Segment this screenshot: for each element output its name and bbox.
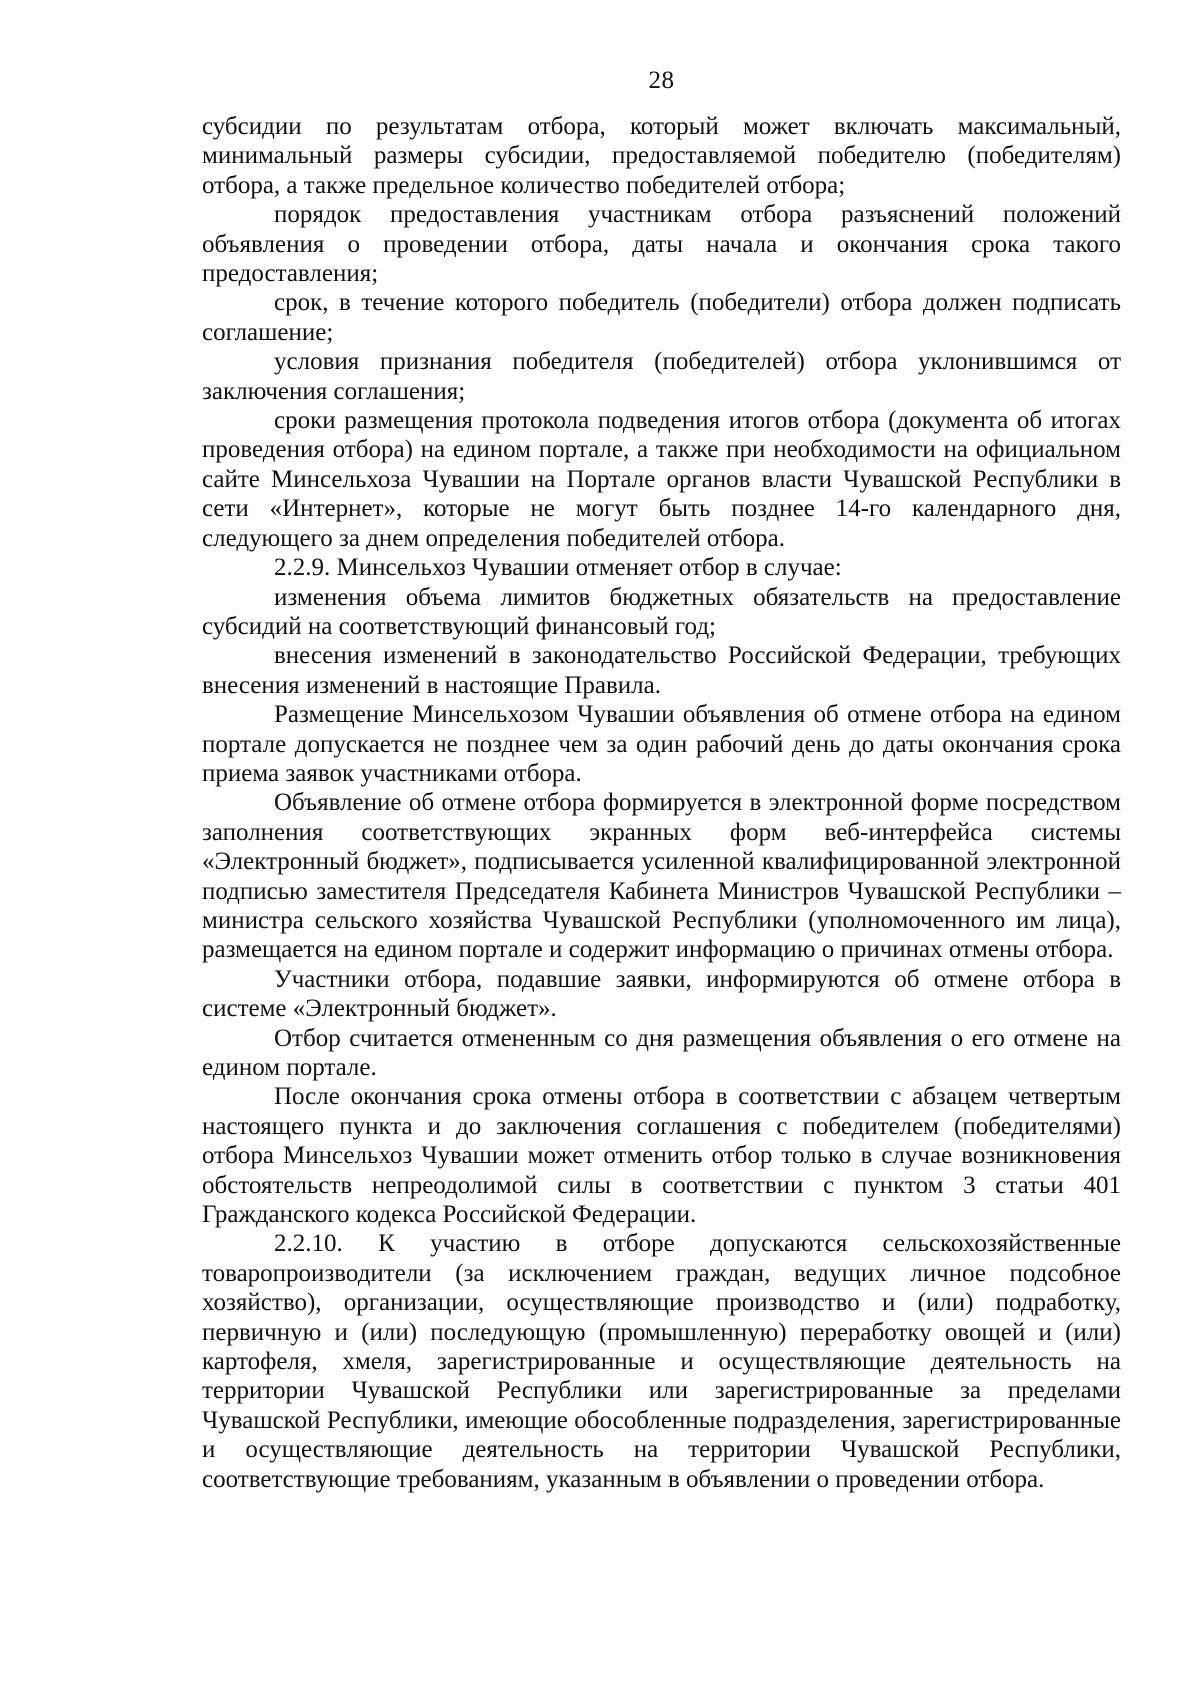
section-heading-2-2-9: 2.2.9. Минсельхоз Чувашии отменяет отбор в случае: [274,554,842,582]
section-2-2-10: 2.2.10. К участию в отборе допускаются сельскохозяйственные товаропроизводители (за исключением граждан, ведущих личное подсобное хозяйство), организации, осуществляющие производство и (или) подработку, первичную и (или) последующую (промышленную) переработку овощей и (или) картофеля, хмеля, зарегистрированные и осуществляющие деятельность на территории Чувашской Республики или зарегистрированные за пределами Чувашской Республики, имеющие обособленные подразделения, зарегистрированные и осуществляющие деятельность на территории Чувашской Республики, соответствующие требованиям, указанным в объявлении о проведении отбора. [202,1230,1121,1493]
paragraph: порядок предоставления участникам отбора разъяснений положений объявления о проведении отбора, даты начала и окончания срока такого предоставления; [202,201,1121,288]
paragraph: Размещение Минсельхозом Чувашии объявления об отмене отбора на едином портале допускается не позднее чем за один рабочий день до даты окончания срока приема заявок участниками отбора. [202,701,1121,787]
paragraph: Объявление об отмене отбора формируется в электронной форме посредством заполнения соответствующих экранных форм веб-интерфейса системы «Электронный бюджет», подписывается усиленной квалифицированной электронной подписью заместителя Председателя Кабинета Министров Чувашской Республики – министра сельского хозяйства Чувашской Республики (уполномоченного им лица), размещается на едином портале и содержит информацию о причинах отмены отбора. [202,789,1121,964]
page-number: 28 [648,67,675,94]
paragraph: срок, в течение которого победитель (победители) отбора должен подписать соглашение; [202,289,1121,346]
paragraph: сроки размещения протокола подведения итогов отбора (документа об итогах проведения отбора) на едином портале, а также при необходимости на официальном сайте Минсельхоза Чувашии на Портале органов власти Чувашской Республики в сети «Интернет», которые не могут быть позднее 14-го календарного дня, следующего за днем определения победителей отбора. [202,407,1121,552]
paragraph: После окончания срока отмены отбора в соответствии с абзацем четвертым настоящего пункта и до заключения соглашения с победителем (победителями) отбора Минсельхоз Чувашии может отменить отбор только в случае возникновения обстоятельств непреодолимой силы в соответствии с пунктом 3 статьи 401 Гражданского кодекса Российской Федерации. [202,1083,1121,1229]
paragraph-continuation: субсидии по результатам отбора, который может включать максимальный, минимальный размеры субсидии, предоставляемой победителю (победителям) отбора, а также предельное количество победителей отбора; [202,113,1121,199]
paragraph: изменения объема лимитов бюджетных обязательств на предоставление субсидий на соответствующий финансовый год; [202,583,1121,640]
paragraph: Отбор считается отмененным со дня размещения объявления о его отмене на едином портале. [202,1024,1121,1081]
paragraph: Участники отбора, подавшие заявки, информируются об отмене отбора в системе «Электронный бюджет». [202,965,1121,1023]
document-page [202,66,1121,1494]
paragraph: условия признания победителя (победителей) отбора уклонившимся от заключения соглашения; [202,348,1121,405]
paragraph: внесения изменений в законодательство Российской Федерации, требующих внесения изменений в настоящие Правила. [202,642,1121,699]
